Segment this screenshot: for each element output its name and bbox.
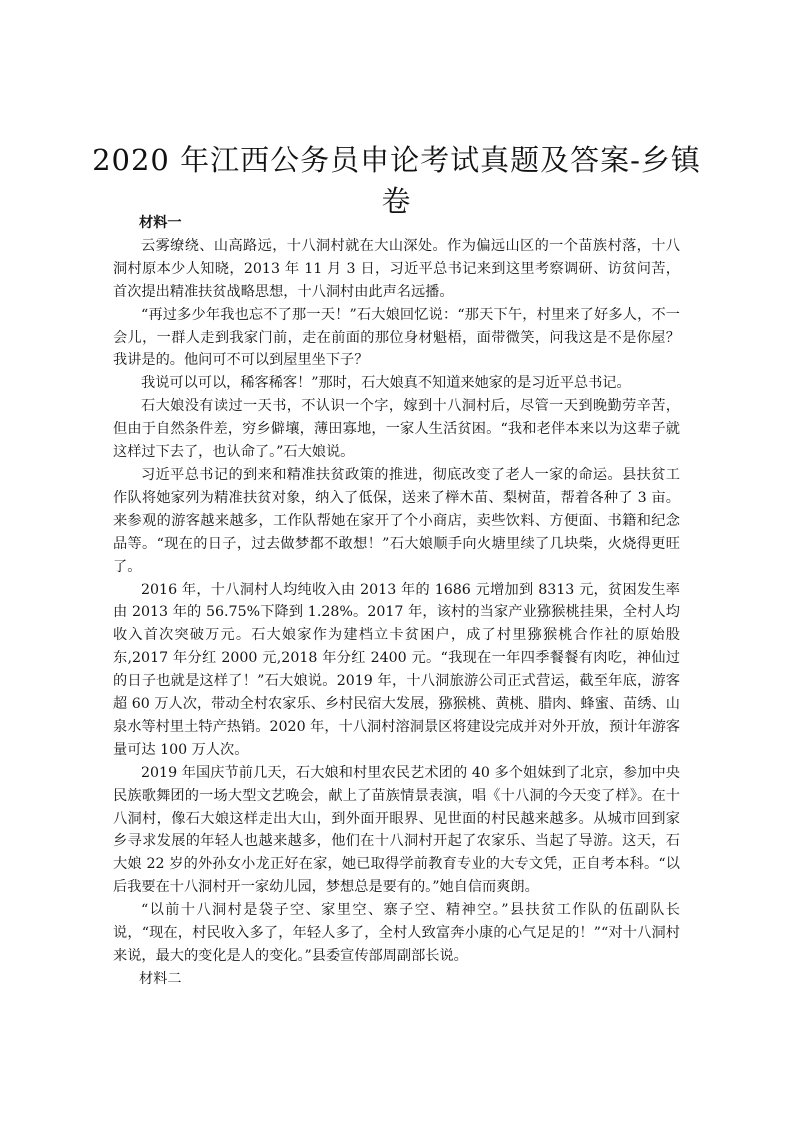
paragraph: “再过多少年我也忘不了那一天！”石大娘回忆说：“那天下午，村里来了好多人，不一会儿，一群人走到我家门前，走在前面的那位身材魁梧，面带微笑，问我这是不是你屋？我讲是的。他问可不可以到屋里坐下子？ bbox=[113, 306, 680, 369]
paragraph: 石大娘没有读过一天书，不认识一个字，嫁到十八洞村后，尽管一天到晚勤劳辛苦，但由于自然条件差，穷乡僻壤，薄田寡地，一家人生活贫困。“我和老伴本来以为这辈子就这样过下去了，也认命了。”石大娘说。 bbox=[113, 398, 680, 461]
section-heading-material-1: 材料一 bbox=[139, 215, 182, 231]
document-title: 2020 年江西公务员申论考试真题及答案-乡镇卷 bbox=[92, 143, 701, 218]
paragraph: 2019 年国庆节前几天，石大娘和村里农民艺术团的 40 多个姐妹到了北京，参加中央民族歌舞团的一场大型文艺晚会，献上了苗族情景表演，唱《十八洞的今天变了样》。在十八洞村，像石大娘这样走出大山，到外面开眼界、见世面的村民越来越多。从城市回到家乡寻求发展的年轻人也越来越多，他们在十八洞村开起了农家乐、当起了导游。这天，石大娘 22 岁的外孙女小龙正好在家，她已取得学前教育专业的大专文凭，正自考本科。“以后我要在十八洞村开一家幼儿园，梦想总是要有的。”她自信而爽朗。 bbox=[113, 764, 680, 896]
section-heading-material-2: 材料二 bbox=[139, 970, 182, 987]
paragraph: 我说可以可以，稀客稀客！”那时，石大娘真不知道来她家的是习近平总书记。 bbox=[141, 375, 631, 392]
paragraph: “以前十八洞村是袋子空、家里空、寨子空、精神空。”县扶贫工作队的伍副队长说，“现在，村民收入多了，年轻人多了，全村人致富奔小康的心气足足的！”“对十八洞村来说，最大的变化是人的变化。”县委宣传部周副部长说。 bbox=[113, 902, 680, 964]
paragraph: 习近平总书记的到来和精准扶贫政策的推进，彻底改变了老人一家的命运。县扶贫工作队将她家列为精准扶贫对象，纳入了低保，送来了榉木苗、梨树苗，帮着各种了 3 亩。来参观的游客越来越多，工作队帮她在家开了个小商店，卖些饮料、方便面、书籍和纪念品等。“现在的日子，过去做梦都不敢想！”石大娘顺手向火塘里续了几块柴，火烧得更旺了。 bbox=[113, 466, 680, 575]
paragraph: 云雾缭绕、山高路远，十八洞村就在大山深处。作为偏远山区的一个苗族村落，十八洞村原本少人知晓，2013 年 11 月 3 日，习近平总书记来到这里考察调研、访贫问苦，首次提出精准扶贫战略思想，十八洞村由此声名远播。 bbox=[113, 237, 680, 300]
document-body bbox=[113, 212, 680, 991]
paragraph: 2016 年，十八洞村人均纯收入由 2013 年的 1686 元增加到 8313 元，贫困发生率由 2013 年的 56.75%下降到 1.28%。2017 年，该村的当家产业猕猴桃挂果，全村人均收入首次突破万元。石大娘家作为建档立卡贫困户，成了村里猕猴桃合作社的原始股东,2017 年分红 2000 元,2018 年分红 2400 元。“我现在一年四季餐餐有肉吃，神仙过的日子也就是这样了！”石大娘说。2019 年，十八洞旅游公司正式营运，截至年底，游客超 60 万人次，带动全村农家乐、乡村民宿大发展，猕猴桃、黄桃、腊肉、蜂蜜、苗绣、山泉水等村里土特产热销。2020 年，十八洞村溶洞景区将建设完成并对外开放，预计年游客量可达 100 万人次。 bbox=[113, 581, 680, 758]
